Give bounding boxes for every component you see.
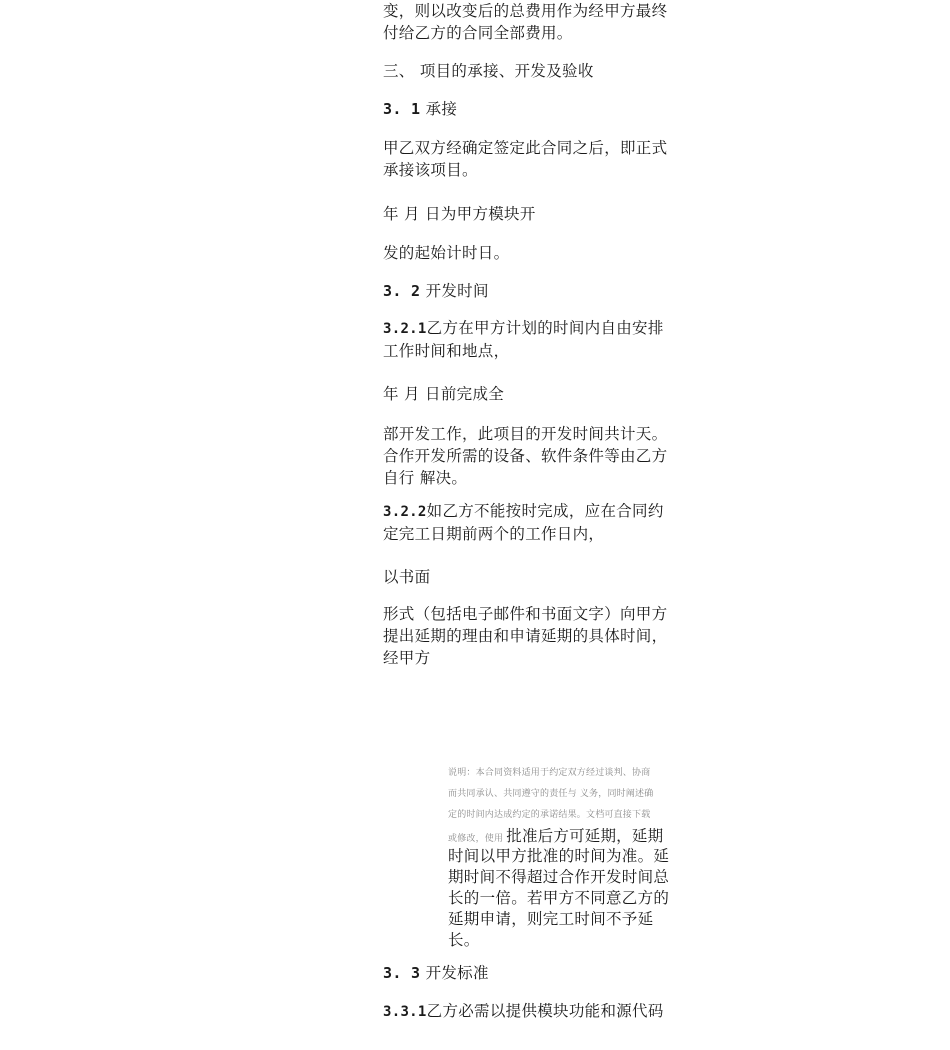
- text-line: 长的一倍。若甲方不同意乙方的: [448, 889, 670, 907]
- text-line: 甲乙双方经确定签定此合同之后，即正式: [383, 139, 668, 157]
- note-line: 而共同承认、共同遵守的责任与 义务，同时阐述确: [448, 789, 654, 799]
- section-title: 三、 项目的承接、开发及验收: [383, 62, 594, 80]
- text-line: 部开发工作，此项目的开发时间共计天。: [383, 425, 668, 443]
- paragraph-accept: [383, 137, 683, 181]
- text-line: 提出延期的理由和申请延期的具体时间，: [383, 627, 668, 645]
- clause-label: 承接: [425, 100, 458, 118]
- text-line: 经甲方: [383, 649, 431, 667]
- text-line: 以书面: [383, 568, 431, 586]
- paragraph-extension-approval: [448, 846, 688, 951]
- text-line: 合作开发所需的设备、软件条件等由乙方: [383, 447, 668, 465]
- section-heading-3: [383, 60, 683, 82]
- clause-3-2-2: [383, 500, 683, 545]
- clause-number: 3. 3: [383, 964, 421, 982]
- text-line: 工作时间和地点，: [383, 342, 510, 360]
- text-line: 延期申请，则完工时间不予延: [448, 910, 654, 928]
- text-line: 承接该项目。: [383, 161, 478, 179]
- paragraph-date-start: [383, 203, 683, 225]
- clause-number: 3.3.1: [383, 1004, 427, 1020]
- text-line: 自行 解决。: [383, 469, 468, 487]
- clause-number: 3. 1: [383, 100, 421, 118]
- clause-number: 3. 2: [383, 282, 421, 300]
- clause-label: 开发时间: [425, 282, 489, 300]
- text-line: 批准后方可延期，延期: [506, 827, 664, 845]
- paragraph-cost-change: [383, 0, 683, 44]
- text-line: 发的起始计时日。: [383, 244, 510, 262]
- clause-3-3-1: [383, 1000, 683, 1023]
- text-line: 年 月 日前完成全: [383, 385, 505, 403]
- clause-text: 如乙方不能按时完成，应在合同约: [426, 502, 664, 520]
- document-note: [448, 763, 688, 850]
- clause-3-2-heading: [383, 280, 683, 302]
- clause-3-2-1: [383, 317, 683, 362]
- clause-3-1-heading: [383, 98, 683, 120]
- paragraph-extension-request: [383, 603, 683, 669]
- clause-number: 3.2.2: [383, 504, 427, 520]
- note-line: 或修改，使用: [448, 834, 504, 844]
- clause-3-3-heading: [383, 962, 683, 984]
- text-line: 长。: [448, 931, 480, 949]
- note-line: 说明：本合同资料适用于约定双方经过谈判、协商: [448, 768, 651, 778]
- note-line: 定的时间内达成约定的承诺结果。文档可直接下载: [448, 810, 651, 820]
- clause-label: 开发标准: [425, 964, 489, 982]
- paragraph-dev-period: [383, 423, 683, 489]
- clause-text: 乙方必需以提供模块功能和源代码: [426, 1002, 664, 1020]
- clause-text: 乙方在甲方计划的时间内自由安排: [426, 319, 664, 337]
- text-line: 时间以甲方批准的时间为准。延: [448, 847, 670, 865]
- text-line: 付给乙方的合同全部费用。: [383, 24, 573, 42]
- paragraph-written: [383, 566, 683, 588]
- paragraph-date-finish: [383, 383, 683, 405]
- text-line: 形式（包括电子邮件和书面文字）向甲方: [383, 605, 668, 623]
- text-line: 定完工日期前两个的工作日内，: [383, 525, 605, 543]
- clause-number: 3.2.1: [383, 321, 427, 337]
- text-line: 期时间不得超过合作开发时间总: [448, 868, 670, 886]
- text-line: 变，则以改变后的总费用作为经甲方最终: [383, 2, 668, 20]
- text-line: 年 月 日为甲方模块开: [383, 205, 536, 223]
- paragraph-start-day: [383, 242, 683, 264]
